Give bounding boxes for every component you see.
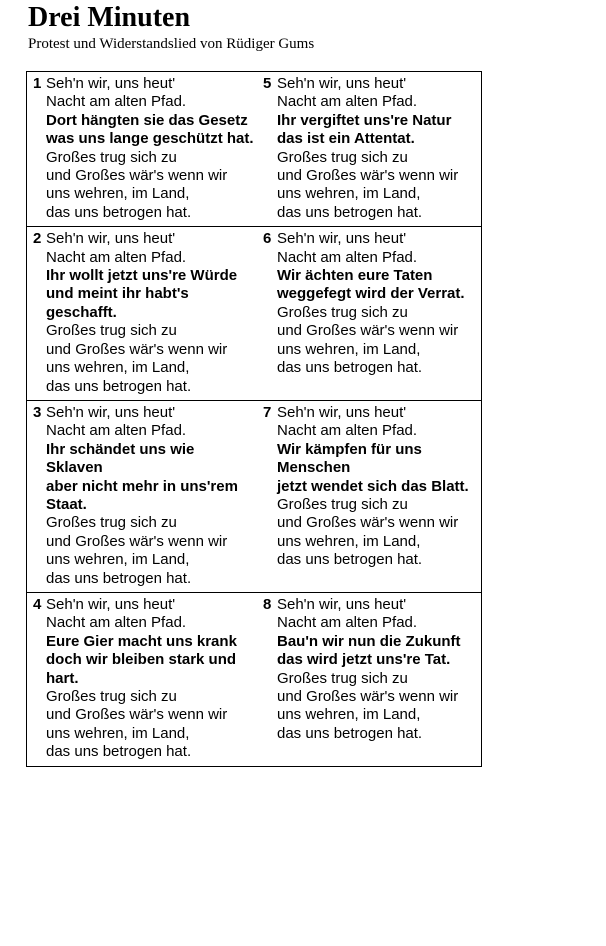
refrain-line: das uns betrogen hat. [46, 569, 192, 587]
stanza-bold-line: Ihr wollt jetzt uns're Würde [46, 267, 238, 285]
stanza-bold-line: aber nicht mehr in uns'rem Staat. [46, 477, 238, 513]
refrain-line: Großes trug sich zu [46, 514, 177, 532]
stanza-bold-line: Ihr vergiftet uns're Natur [276, 111, 452, 129]
verse-row [27, 226, 481, 400]
stanza-number: 4 [33, 595, 42, 613]
refrain-line: uns wehren, im Land, [46, 185, 190, 203]
refrain-line: Nacht am alten Pfad. [276, 614, 418, 632]
verse-row [27, 72, 481, 226]
refrain-line: und Großes wär's wenn wir [276, 322, 459, 340]
refrain-line: Großes trug sich zu [276, 495, 408, 513]
stanza-3 [27, 401, 254, 592]
refrain-line: und Großes wär's wenn wir [46, 340, 228, 358]
refrain-line: und Großes wär's wenn wir [276, 167, 459, 185]
refrain-line: und Großes wär's wenn wir [276, 514, 459, 532]
stanza-number: 7 [262, 403, 272, 421]
stanza-7 [254, 401, 481, 592]
refrain-line: Großes trug sich zu [276, 303, 408, 321]
refrain-line: uns wehren, im Land, [276, 185, 421, 203]
refrain-line: Seh'n wir, uns heut' [276, 230, 407, 248]
refrain-line: Nacht am alten Pfad. [46, 422, 187, 440]
stanza-number: 2 [33, 230, 42, 248]
refrain-line: Nacht am alten Pfad. [46, 248, 187, 266]
stanza-4 [27, 593, 254, 766]
refrain-line: das uns betrogen hat. [276, 203, 423, 221]
stanza-number: 8 [262, 595, 272, 613]
refrain-line: Seh'n wir, uns heut' [276, 75, 407, 92]
refrain-line: Seh'n wir, uns heut' [276, 403, 407, 421]
refrain-line: Großes trug sich zu [46, 688, 177, 705]
stanza-number: 6 [262, 230, 272, 248]
stanza-bold-line: das ist ein Attentat. [276, 130, 415, 148]
stanza-5 [254, 72, 481, 226]
stanza-bold-line: Eure Gier macht uns krank [46, 632, 237, 650]
stanza-bold-line: Wir kämpfen für uns Menschen [276, 440, 422, 477]
stanza-bold-line: Wir ächten eure Taten [276, 267, 433, 285]
refrain-line: Seh'n wir, uns heut' [46, 595, 176, 613]
verse-row [27, 592, 481, 766]
refrain-line: Großes trug sich zu [276, 669, 408, 687]
stanza-bold-line: was uns lange geschützt hat. [46, 130, 254, 148]
refrain-line: uns wehren, im Land, [276, 340, 421, 358]
refrain-line: uns wehren, im Land, [46, 724, 190, 742]
refrain-line: das uns betrogen hat. [46, 377, 192, 395]
stanza-bold-line: weggefegt wird der Verrat. [276, 285, 465, 303]
refrain-line: das uns betrogen hat. [46, 203, 192, 221]
stanza-8 [254, 593, 481, 766]
refrain-line: das uns betrogen hat. [46, 743, 192, 761]
stanza-bold-line: Ihr schändet uns wie Sklaven [46, 440, 195, 477]
stanza-bold-line: doch wir bleiben stark und hart. [46, 651, 237, 687]
refrain-line: das uns betrogen hat. [276, 551, 423, 569]
refrain-line: Nacht am alten Pfad. [46, 93, 187, 111]
stanza-bold-line: jetzt wendet sich das Blatt. [276, 477, 469, 495]
refrain-line: Seh'n wir, uns heut' [276, 595, 407, 613]
verse-row [27, 400, 481, 592]
refrain-line: uns wehren, im Land, [46, 359, 190, 377]
refrain-line: Seh'n wir, uns heut' [46, 230, 176, 248]
stanza-bold-line: Bau'n wir nun die Zukunft [276, 632, 461, 650]
stanza-number: 5 [262, 75, 272, 92]
refrain-line: Großes trug sich zu [46, 148, 177, 166]
song-subtitle: Protest und Widerstandslied von Rüdiger Gums [28, 36, 315, 52]
refrain-line: Nacht am alten Pfad. [46, 614, 187, 632]
refrain-line: das uns betrogen hat. [276, 724, 423, 742]
stanza-bold-line: das wird jetzt uns're Tat. [276, 651, 451, 669]
refrain-line: und Großes wär's wenn wir [46, 532, 228, 550]
stanza-1 [27, 72, 254, 226]
stanza-number: 1 [33, 75, 42, 92]
refrain-line: Nacht am alten Pfad. [276, 93, 418, 111]
stanza-number: 3 [33, 403, 42, 421]
refrain-line: und Großes wär's wenn wir [276, 688, 459, 705]
refrain-line: Nacht am alten Pfad. [276, 248, 418, 266]
refrain-line: Großes trug sich zu [276, 148, 408, 166]
refrain-line: uns wehren, im Land, [276, 532, 421, 550]
song-title: Drei Minuten [28, 2, 191, 33]
stanza-bold-line: und meint ihr habt's geschafft. [46, 285, 189, 321]
refrain-line: uns wehren, im Land, [276, 706, 421, 724]
stanza-2 [27, 227, 254, 400]
refrain-line: uns wehren, im Land, [46, 551, 190, 569]
refrain-line: und Großes wär's wenn wir [46, 706, 228, 724]
refrain-line: Großes trug sich zu [46, 322, 177, 340]
refrain-line: das uns betrogen hat. [276, 359, 423, 377]
refrain-line: Seh'n wir, uns heut' [46, 75, 176, 92]
stanza-6 [254, 227, 481, 400]
stanza-bold-line: Dort hängten sie das Gesetz [46, 111, 248, 129]
refrain-line: und Großes wär's wenn wir [46, 167, 228, 185]
verse-table [26, 71, 482, 767]
refrain-line: Nacht am alten Pfad. [276, 422, 418, 440]
refrain-line: Seh'n wir, uns heut' [46, 403, 176, 421]
